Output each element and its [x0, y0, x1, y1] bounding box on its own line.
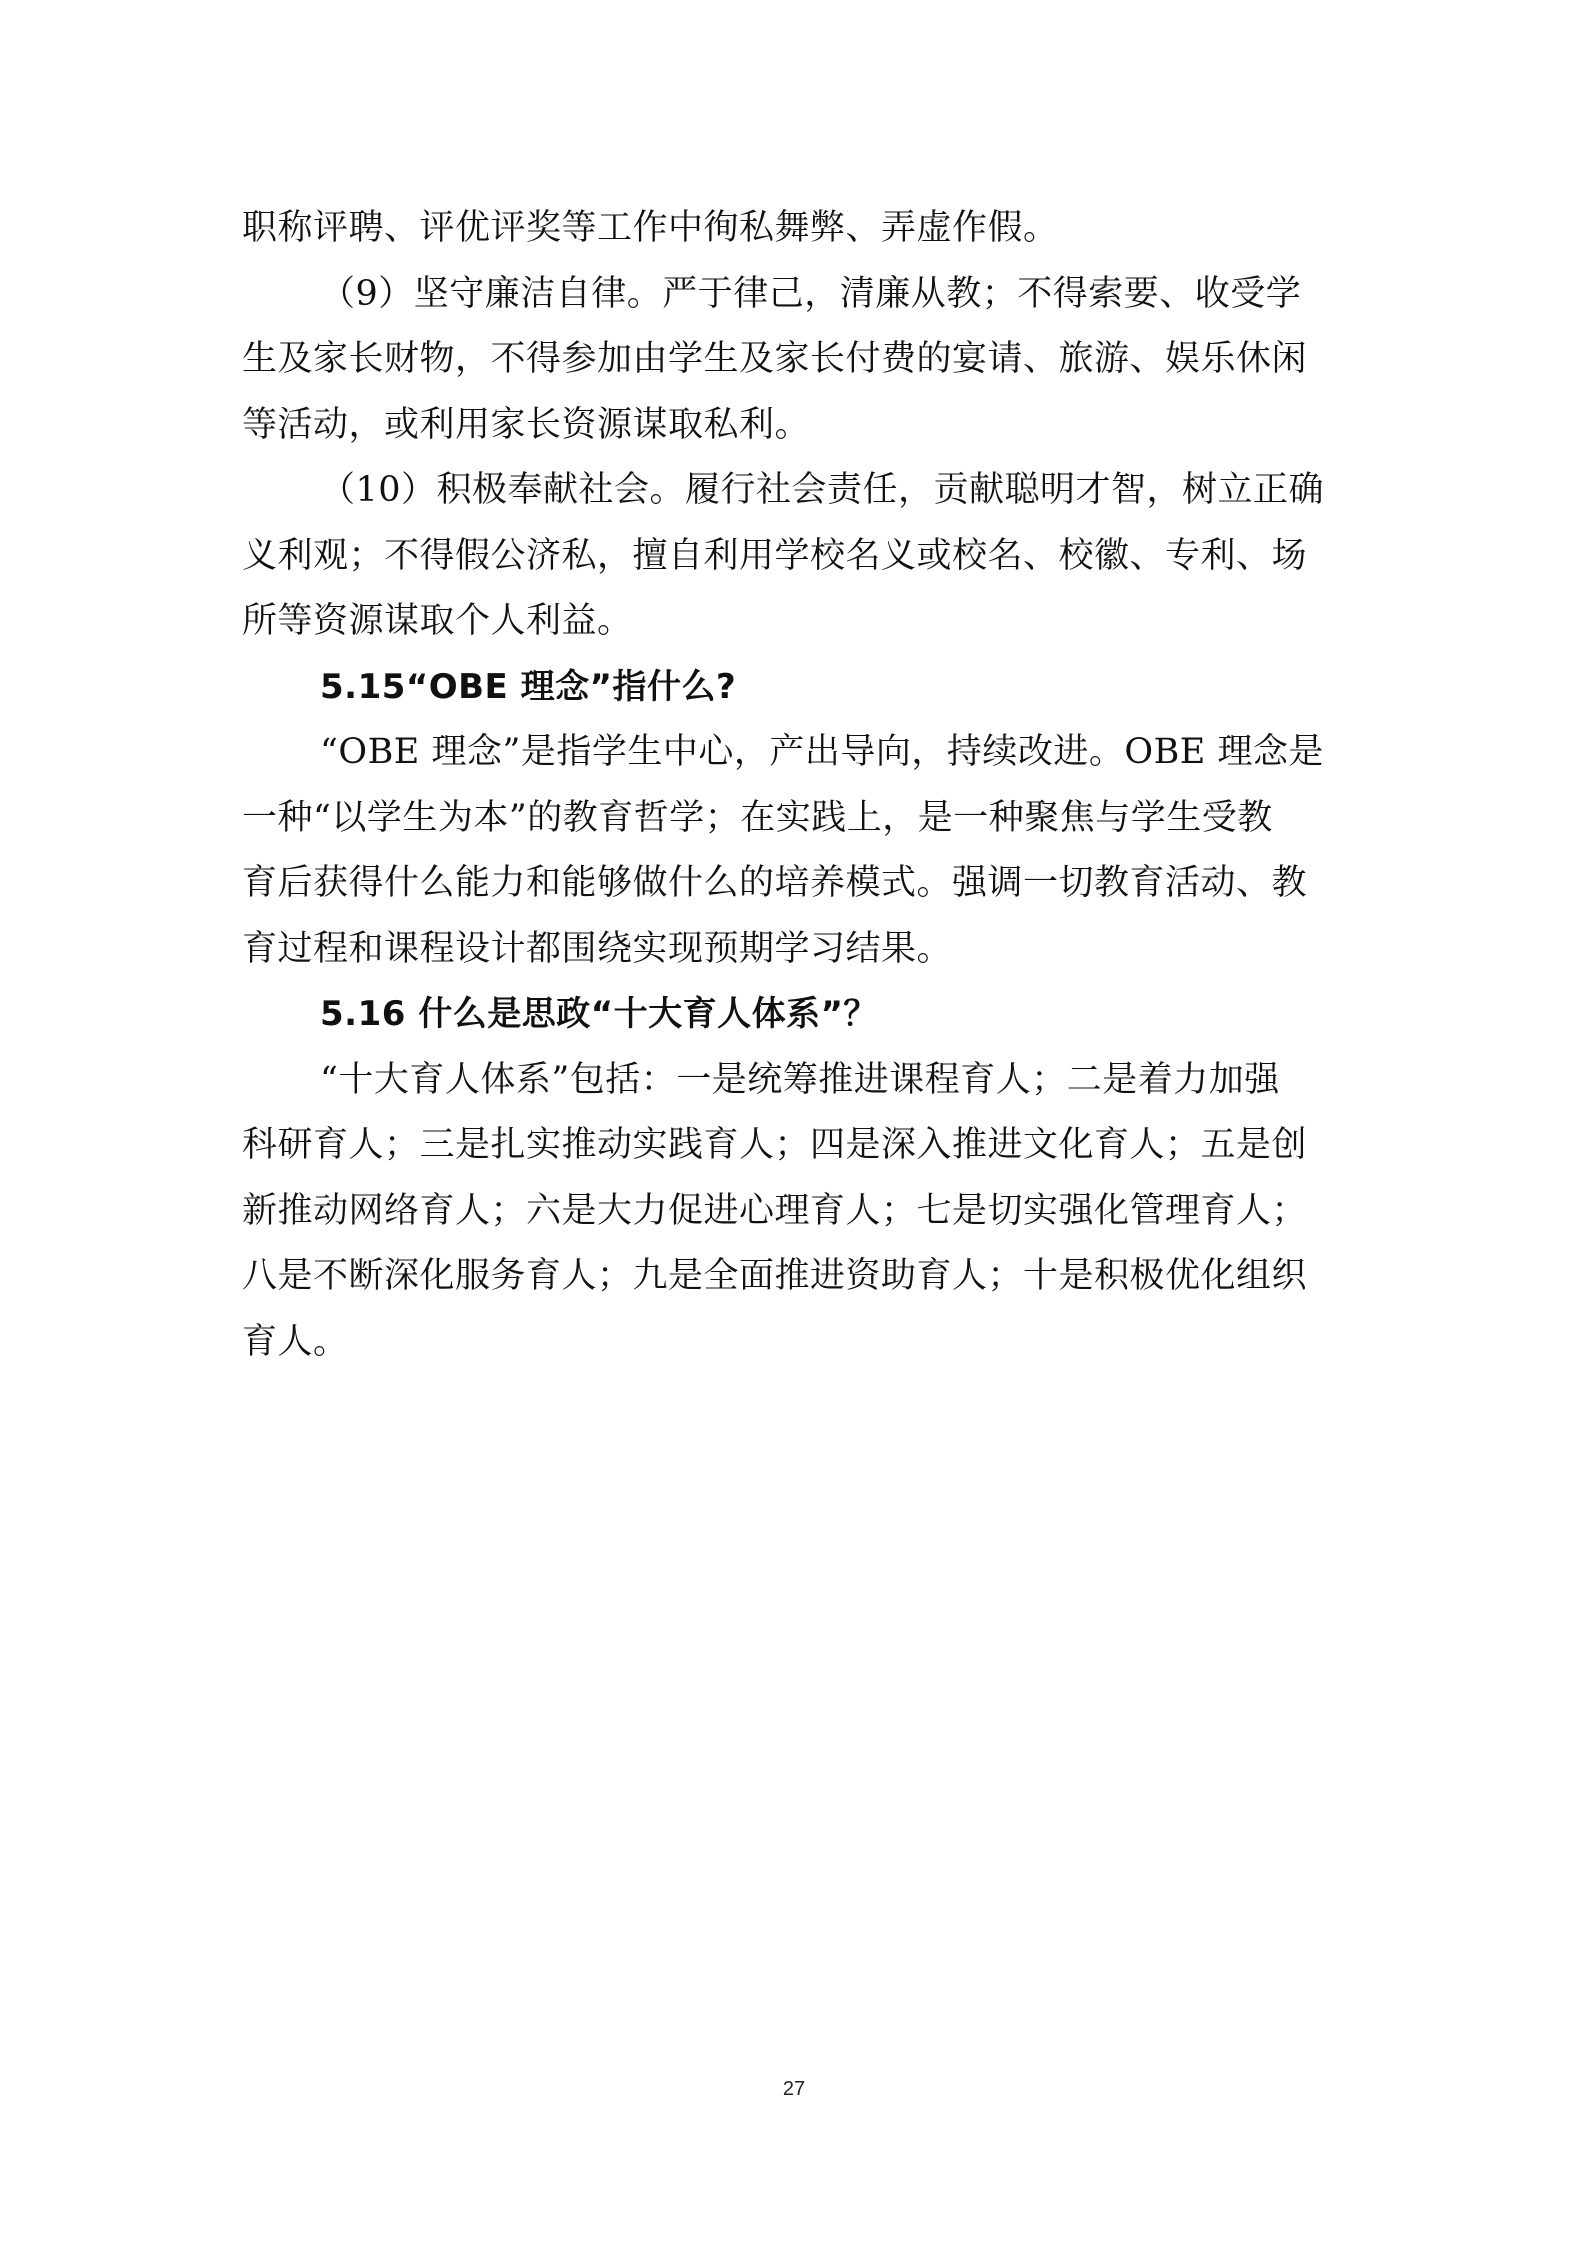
- section-heading-5-16: 5.16 什么是思政“十大育人体系”？: [320, 994, 878, 1034]
- paragraph-line: （10）积极奉献社会。履行社会责任，贡献聪明才智，树立正确: [320, 470, 1325, 510]
- paragraph-line: 所等资源谋取个人利益。: [242, 601, 633, 641]
- paragraph-line: 科研育人；三是扎实推动实践育人；四是深入推进文化育人；五是创: [242, 1125, 1308, 1165]
- paragraph-line: 一种“以学生为本”的教育哲学；在实践上，是一种聚焦与学生受教: [242, 797, 1273, 838]
- paragraph-line: 等活动，或利用家长资源谋取私利。: [242, 404, 811, 445]
- paragraph-line: 新推动网络育人；六是大力促进心理育人；七是切实强化管理育人；: [242, 1190, 1308, 1231]
- paragraph-line: 生及家长财物，不得参加由学生及家长付费的宴请、旅游、娱乐休闲: [242, 339, 1308, 379]
- paragraph-line: “OBE 理念”是指学生中心，产出导向，持续改进。OBE 理念是: [320, 732, 1324, 772]
- paragraph-line: 育过程和课程设计都围绕实现预期学习结果。: [242, 928, 953, 969]
- paragraph-line: 育人。: [242, 1321, 349, 1362]
- paragraph-line: 义利观；不得假公济私，擅自利用学校名义或校名、校徽、专利、场: [242, 535, 1308, 576]
- paragraph-line: 职称评聘、评优评奖等工作中徇私舞弊、弄虚作假。: [242, 208, 1059, 248]
- page-number: 27: [782, 2078, 806, 2100]
- paragraph-line: 八是不断深化服务育人；九是全面推进资助育人；十是积极优化组织: [242, 1256, 1308, 1296]
- page-content: [242, 196, 1352, 1375]
- paragraph-line: “十大育人体系”包括：一是统筹推进课程育人；二是着力加强: [320, 1059, 1280, 1100]
- paragraph-line: （9）坚守廉洁自律。严于律己，清廉从教；不得索要、收受学: [320, 273, 1302, 314]
- paragraph-line: 育后获得什么能力和能够做什么的培养模式。强调一切教育活动、教: [242, 863, 1308, 903]
- section-heading-5-15: 5.15“OBE 理念”指什么?: [320, 666, 737, 707]
